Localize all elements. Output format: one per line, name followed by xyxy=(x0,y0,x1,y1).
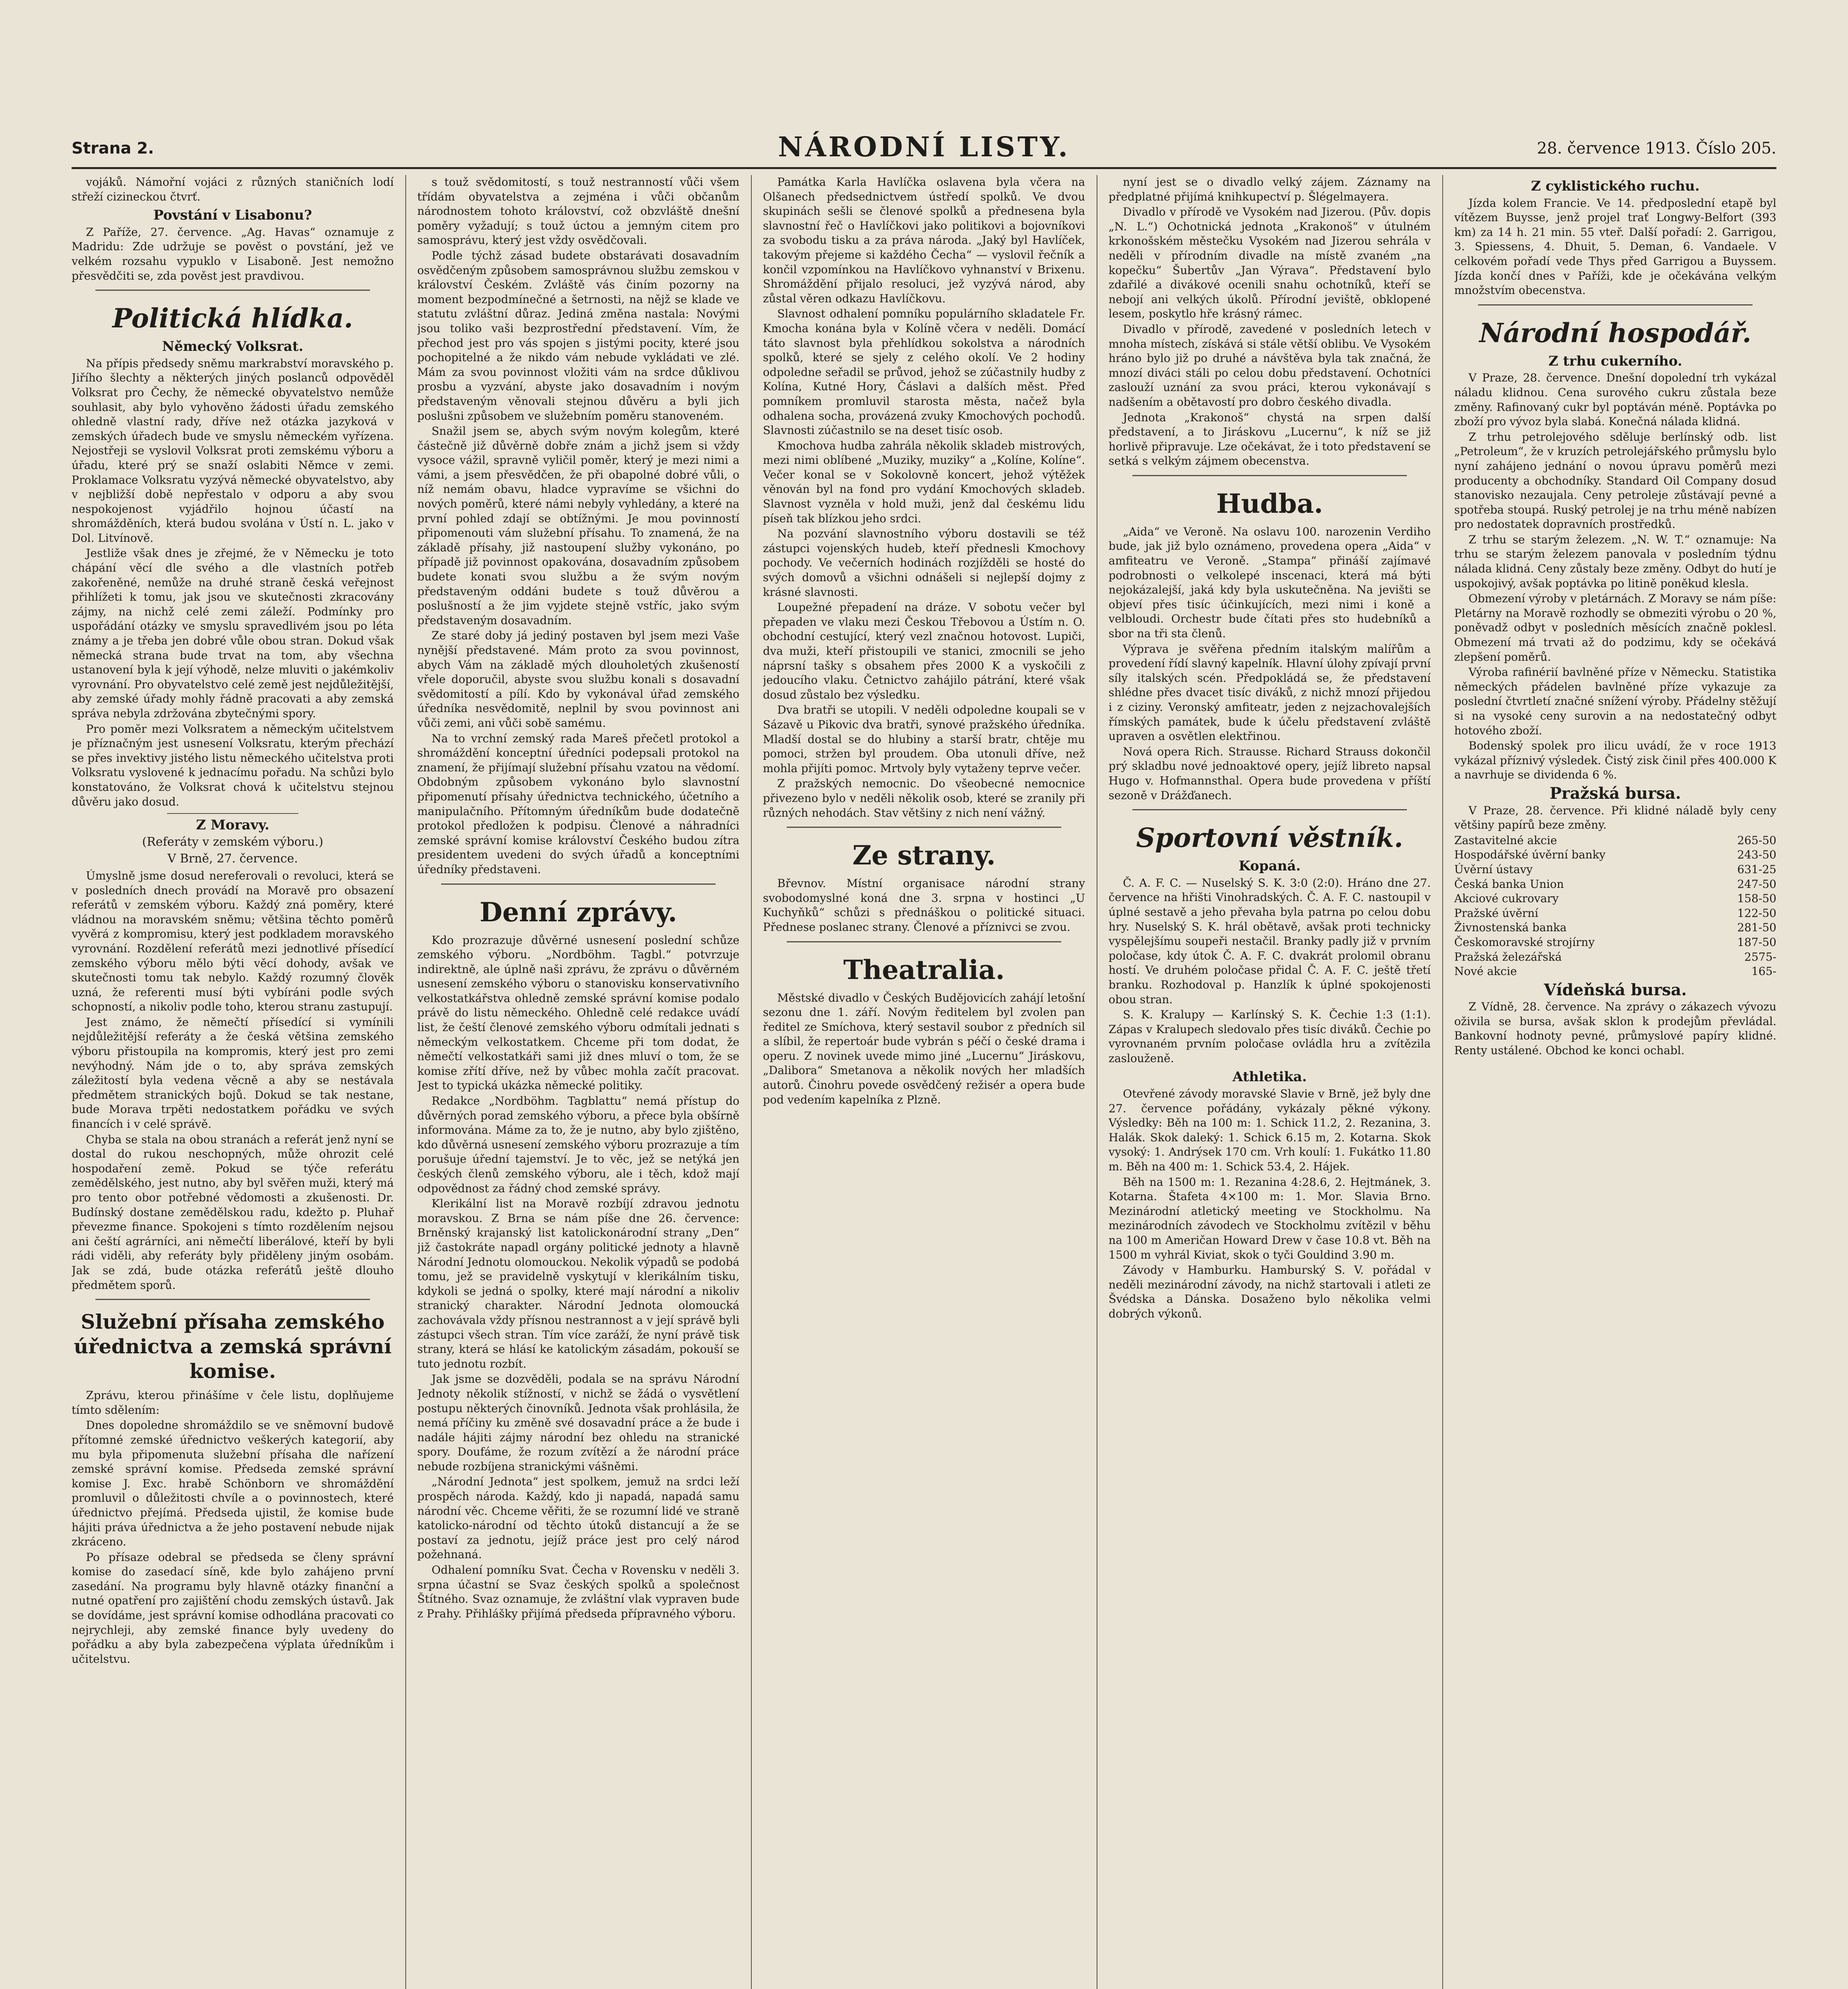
article-text: Městské divadlo v Českých Budějovicích zahájí letošní sezonu dne 1. září. Novým ředitelem byl zvolen pan ředitel ze Smíchova, který sestavil soubor z předních sil a slíbil, že repertoár bude vybrán s péčí o české drama i operu. Z novinek uvede mimo jiné „Lucernu“ Jiráskovu, „Dalibora“ Smetanova a několik nových her mladších autorů. Činohru povede osvědčený režisér a opera bude pod vedením kapelníka z Plzně. xyxy=(763,991,1085,1106)
article-text: vojáků. Námořní vojáci z různých staničních lodí střeží cizineckou čtvrť. xyxy=(72,175,394,203)
headline-kopana: Kopaná. xyxy=(1239,858,1301,874)
article-text: Kdo prozrazuje důvěrné usnesení poslední schůze zemského výboru. „Nordböhm. Tagbl.“ potvrzuje indirektně, ale úplně naši zprávu, že zprávu o důvěrném usnesení zemského výboru o stanovisku konservativního velkostatkářstva ohledně zemské správní komise podalo právě do listu německého. Ohledně celé redakce uvádí list, že čeští členové zemského výboru odmítali jednati s německým velkostatkem. Chceme při tom dodat, že němečtí velkostatkáři sami již dnes mluví o tom, že se komise zřítí dříve, než by vůbec mohla začít pracovat. Jest to typická ukázka německé politiky. xyxy=(417,933,739,1092)
kicker: (Referáty v zemském výboru.) xyxy=(142,835,323,849)
bursa-row-name: Úvěrní ústavy xyxy=(1454,862,1533,876)
bursa-row-value: 243-50 xyxy=(1737,848,1776,862)
bursa-row-value: 631-25 xyxy=(1737,862,1776,876)
bursa-row-value: 247-50 xyxy=(1737,877,1776,891)
section-narodni-hospodar: Národní hospodář. xyxy=(1479,317,1751,348)
article-text: Otevřené závody moravské Slavie v Brně, jež byly dne 27. července pořádány, vykázaly pěkné výkony. Výsledky: Běh na 100 m: 1. Schick 11.2, 2. Rezanina, 3. Halák. Skok daleký: 1. Schick 6.15 m, 2. Kotarna. Skok vysoký: 1. Andrýsek 170 cm. Vrh koulí: 1. Fukátko 11.80 m. Běh na 400 m: 1. Schick 53.4, 2. Hájek. xyxy=(1109,1087,1431,1174)
columns xyxy=(72,175,1776,1989)
article-text: Jízda kolem Francie. Ve 14. předposlední etapě byl vítězem Buysse, jenž projel trať Longwy-Belfort (393 km) za 14 h. 21 min. 55 vteř. Další pořadí: 2. Garrigou, 3. Spiessens, 4. Dhuit, 5. Deman, 6. Vandaele. V celkovém pořadí vede Thys před Garrigou a Buyssem. Jízda končí dnes v Paříži, kde je očekávána velkým množstvím obecenstva. xyxy=(1454,196,1776,297)
bursa-row-name: Zastavitelné akcie xyxy=(1454,833,1557,847)
bursa-row-name: Českomoravské strojírny xyxy=(1454,935,1595,949)
article-text: Pro pomĕr mezi Volksratem a německým učitelstvem je příznačným jest usnesení Volksratu, kterým přechází se přes invektivy jistého listu německého učitelstva proti Volksratu vyslovené k jednacímu pořadu. Na schůzi bylo konstatováno, že Volksrat chová k učitelstvu stejnou důvěru jako dosud. xyxy=(72,722,394,808)
divider xyxy=(1132,475,1407,476)
article-text: Redakce „Nordböhm. Tagblattu“ nemá přístup do důvěrných porad zemského výboru, a přece byla obšírně informována. Máme za to, že je nutno, aby bylo zjištěno, kdo důvěrná usnesení zemského výboru prozrazuje a tím porušuje úřední tajemství. Je to věc, jež se netýká jen českých členů zemského výboru, ale i těch, kdož mají odpovědnost za řádný chod zemské správy. xyxy=(417,1094,739,1195)
bursa-row xyxy=(1454,833,1776,848)
bursa-row-name: Česká banka Union xyxy=(1454,877,1564,891)
divider xyxy=(787,941,1061,942)
article-text: Bodenský spolek pro ilicu uvádí, že v roce 1913 vykázal příznivý výsledek. Čistý zisk činil přes 400.000 K a navrhuje se dividenda 6 %. xyxy=(1454,739,1776,782)
article-text: Výroba rafinérií bavlněné příze v Německu. Statistika německých přádelen bavlněné příze vykazuje za poslední čtvrtletí značné snížení výroby. Přádelny stěžují si na vysoké ceny surovin a na nedostatečný odbyt hotového zboží. xyxy=(1454,666,1776,737)
bursa-row xyxy=(1454,891,1776,906)
column-rule xyxy=(1442,175,1443,1989)
article-text: Obmezení výroby v pletárnách. Z Moravy se nám píše: Pletárny na Moravě rozhodly se obmeziti výrobu o 20 %, poněvadž odbyt v posledních měsících značně poklesl. Obmezení má trvati až do podzimu, kdy se očekává zlepšení poměrů. xyxy=(1454,592,1776,664)
bursa-row-value: 265-50 xyxy=(1737,833,1776,847)
headline-atletika: Athletika. xyxy=(1232,1069,1307,1085)
headline-prisaha: Služební přísaha zemského úřednictva a zemská správní komise. xyxy=(74,1310,392,1383)
bursa-row-name: Akciové cukrovary xyxy=(1454,892,1559,905)
page-number: Strana 2. xyxy=(72,139,154,158)
divider xyxy=(95,290,370,291)
article-text: Z pražských nemocnic. Do všeobecné nemocnice přivezeno bylo v neděli několik osob, které se zranily při různých nehodách. Stav většiny z nich není vážný. xyxy=(763,777,1085,819)
newspaper-title: NÁRODNÍ LISTY. xyxy=(778,131,1070,163)
article-text: Jestliže však dnes je zřejmé, že v Německu je toto chápání věcí dle svého a dle vlastních potřeb zakořeněné, nemůže na druhé straně česká veřejnost přihlížeti k tomu, jak jsou ve skutečnosti zkracovány zájmy, na nichž celé zemi záleží. Podmínky pro uspořádání otázky ve smyslu spravedlivém jsou po léta známy a je třeba jen dobré vůle obou stran. Dokud však německá strana bude trvat na tom, aby všechna ustanovení byla k její výhodě, nelze mluviti o jakémkoliv vyrovnání. Pro obyvatelstvo celé země jest nejdůležitější, aby zemské úřady mohly řádně pracovati a aby zemská správa nebyla zdržována zbytečnými spory. xyxy=(72,547,394,720)
article-text: Ze staré doby já jediný postaven byl jsem mezi Vaše nynější představené. Mám proto za svou povinnost, abych Vám na základě mých dlouholetých zkušeností vřele doporučil, abyste svou službu konali s dosavadní svědomitostí a pílí. Kdo by vykonával úřad zemského úředníka nesvědomitě, neplnil by svou povinnost ani vůči zemi, ani vůči sobě samému. xyxy=(417,629,739,730)
article-text: Odhalení pomníku Svat. Čecha v Rovensku v neděli 3. srpna účastní se Svaz českých spolků a společnost Štítného. Svaz oznamuje, že zvláštní vlak vypraven bude z Prahy. Přihlášky přijímá předseda přípravného výboru. xyxy=(417,1563,739,1620)
divider xyxy=(1132,809,1407,810)
bursa-row xyxy=(1454,848,1776,862)
article-text: Chyba se stala na obou stranách a referát jenž nyní se dostal do rukou neschopných, může ohrozit celé hospodaření země. Pokud se týče referátu zemědělského, jest nutno, aby byl svěřen muži, který má pro tento obor potřebné vědomosti a zkušenosti. Dr. Budínský dostane zemědělskou radu, kdežto p. Pluhař převezme finance. Spokojeni s tímto rozdělením nejsou ani čeští agrárníci, ani němečtí liberálové, kteří by byli rádi viděli, aby referáty byly přiděleny jiným osobám. Jak se zdá, bude otázka referátů ještě dlouho předmětem sporů. xyxy=(72,1133,394,1292)
article-text: „Aida“ ve Veroně. Na oslavu 100. narozenin Verdiho bude, jak již bylo oznámeno, provedena opera „Aida“ v amfiteatru ve Veroně. „Stampa“ přináší zajímavé podrobnosti o velkolepé inscenaci, která má býti nejokázalejší, jaká kdy byla uskutečněna. Na jevišti se objeví přes tisíc účinkujících, mezi nimi i koně a velbloudi. Orchestr bude čítati přes sto hudebníků a sbor na tři sta členů. xyxy=(1109,525,1431,640)
article-text: V Praze, 28. července. Dnešní dopolední trh vykázal náladu klidnou. Cena surového cukru zůstala beze změny. Rafinovaný cukr byl poptáván méně. Poptávka po zboží pro vývoz byla slabá. Konečná nálada klidná. xyxy=(1454,371,1776,428)
bursa-row-name: Nové akcie xyxy=(1454,965,1517,978)
column-1 xyxy=(72,175,394,1989)
divider xyxy=(167,813,298,814)
bursa-row xyxy=(1454,921,1776,935)
section-theatralia: Theatralia. xyxy=(843,954,1005,985)
article-text: Snažil jsem se, abych svým novým kolegům, které částečně již důvěrně dobře znám a jichž jsem si vždy vysoce vážil, spravně vyličil poměr, který je mezi nimi a vámi, a jsem přesvědčen, že při obapolné dobré vůli, o níž nemám obavu, hladce vypravíme se všichni do nových poměrů, které námi nebyly vyhledány, a které na první pohled zdají se obtížnými. Je mou povinností připomenouti vám služební přísahu. To znamená, že na základě přísahy, již nastoupení služby vykonáno, po případě již povinnost opakována, dosavadním způsobem budete konati svou službu a že svým novým představeným oddáni budete s touž důvěrou a poslušností a že jim vyjdete stejně vstříc, jako svým představeným dosavadním. xyxy=(417,424,739,627)
article-text: Kmochova hudba zahrála několik skladeb mistrových, mezi nimi oblíbené „Muziky, muziky“ a „Kolíne, Kolíne“. Večer konal se v Sokolovně koncert, jehož výtěžek věnován byl na fond pro vydání Kmochových skladeb. Slavnost vyzněla v hold muži, jenž dal českému lidu píseň tak blízkou jeho srdci. xyxy=(763,439,1085,525)
headline-prazska-bursa: Pražská bursa. xyxy=(1549,784,1681,803)
article-text: Z Paříže, 27. července. „Ag. Havas“ oznamuje z Madridu: Zde udržuje se pověst o povstání, jež ve velkém rozsahu vypuklo v Lisaboně. Jest nemožno přesvědčiti se, zda pověst jest pravdivou. xyxy=(72,225,394,282)
article-text: V Praze, 28. července. Při klidné náladě byly ceny většiny papírů beze změny. xyxy=(1454,804,1776,832)
article-text: Dnes dopoledne shromáždilo se ve sněmovní budově přítomné zemské úřednictvo veškerých kategorií, aby mu byla připomenuta služební přísaha dle nařízení zemské správní komise. Předseda zemské správní komise J. Exc. hrabě Schönborn ve shromáždění promluvil o důležitosti chvíle a o povinnostech, které úřednictvo přejímá. Předseda ujistil, že komise bude hájiti práva úřednictva a že jeho postavení nebude nijak zkráceno. xyxy=(72,1419,394,1549)
article-text: Úmyslně jsme dosud nereferovali o revoluci, která se v posledních dnech provádí na Moravě pro obsazení referátů v zemském výboru. Každý zná poměry, které vládnou na moravském sněmu; většina těchto poměrů vyvěrá z kompromisu, který jest podkladem moravského vyrovnání. Rozdělení referátů mezi jednotlivé přísedící zemského výboru mělo býti věcí dohody, avšak ve skutečnosti tomu tak nebylo. Každý rozumný člověk uzná, že referenti musí býti vybíráni podle svých schopností, a nikoliv podle toho, kterou stranu zastupují. xyxy=(72,869,394,1014)
article-text: Podle týchž zásad budete obstarávati dosavadním osvědčeným způsobem samosprávnou službu zemskou v království Českém. Zvláště vás činím pozorny na moment bezpodmínečné a šetrnosti, na nějž se klade ve statutu zvláštní důraz. Jediná změna nastala: Novými jsou toliko vaši bezprostřední představení. Vím, že přechod jest pro vás spojen s jistými pocity, které jsou pochopitelné a že nikdo vám nebude vykládati ve zlé. Mám za svou povinnost vložiti vám na srdce důklivou prosbu a vyzvání, abyste jako dosavadním i novým představeným věnovali stejnou důvěru a byli jich poslušni způsobem ve služebním poměru stanoveném. xyxy=(417,249,739,422)
divider xyxy=(441,884,716,885)
headline-lisabon: Povstání v Lisabonu? xyxy=(153,207,312,224)
bursa-row xyxy=(1454,935,1776,950)
bursa-row-name: Hospodářské úvěrní banky xyxy=(1454,848,1606,862)
article-text: Divadlo v přírodě, zavedené v posledních letech v mnoha místech, získává si stále větší oblibu. Ve Vysokém hráno bylo již po druhé a návštěva byla tak značná, že mnozí diváci stáli po celou dobu představení. Ochotníci zaslouží uznání za svou práci, kterou vykonávají s nadšením a obětavostí pro dobro českého divadla. xyxy=(1109,322,1431,409)
article-text: Z Vídně, 28. července. Na zprávy o zákazech vývozu oživila se bursa, avšak sklon k prodejům převládal. Bankovní hodnoty pevné, průmyslové papíry klidné. Renty ustálené. Obchod ke konci ochabl. xyxy=(1454,1000,1776,1057)
article-text: Památka Karla Havlíčka oslavena byla včera na Olšanech předsednictvem ústředí spolků. Ve dvou skupinách sešli se členové spolků a přednesena byla slavnostní řeč o Havlíčkovi jako politikovi a bojovníkovi za svobodu tisku a za práva národa. „Jaký byl Havlíček, takovým přejeme si každého Čecha“ — vyslovil řečník a končil vzpomínkou na Havlíčkovo vyhnanství v Brixenu. Shromáždění přijalo resoluci, jež vyzývá národ, aby zůstal věren odkazu Havlíčkovu. xyxy=(763,175,1085,305)
headline-videnska-bursa: Vídeňská bursa. xyxy=(1544,980,1687,999)
column-rule xyxy=(751,175,752,1989)
article-text: Nová opera Rich. Strausse. Richard Strauss dokončil prý skladbu nové jednoaktové opery, jejíž libreto napsal Hugo v. Hofmannsthal. Opera bude provedena v příští sezoně v Drážďanech. xyxy=(1109,745,1431,802)
column-4 xyxy=(1109,175,1431,1989)
article-text: Klerikální list na Moravě rozbíjí zdravou jednotu moravskou. Z Brna se nám píše dne 26. července: Brněnský krajanský list katolickonárodní strany „Den“ již častokráte napadl orgány politické jednoty a hlavně Národní Jednotu olomouckou. Nekolik výpadů se podobá tomu, jež se pravidelně vyskytují v klerikálním tisku, kdykoli se jedná o spolky, které mají národní a nikoliv stranický charakter. Národní Jednota olomoucká zachovávala vždy přísnou nestrannost a v její správě byli zástupci všech stran. Tím více zaráží, že nyní právě tisk strany, která se hlásí ke katolickým zásadám, pokouší se tuto jednotu rozbít. xyxy=(417,1197,739,1370)
article-text: Zprávu, kterou přinášíme v čele listu, doplňujeme tímto sdělením: xyxy=(72,1389,394,1417)
section-sportovni-vestnik: Sportovní věstník. xyxy=(1136,822,1403,854)
bursa-row xyxy=(1454,950,1776,965)
section-ze-strany: Ze strany. xyxy=(852,840,996,871)
article-text: Na pozvání slavnostního výboru dostavili se též zástupci vojenských hudeb, kteří přednesli Kmochovy pochody. Ve večerních hodinách rozjížděli se hosté do svých domovů a všichni odnášeli si nejlepší dojmy z krásné slavnosti. xyxy=(763,527,1085,599)
article-text: s touž svědomitostí, s touž nestranností vůči všem třídám obyvatelstva a zejména i vůči občanům národnostem tohoto království, což obzvláště dnešní poměry vyžadují; s touž úctou a jemným citem pro samosprávu, který jest vždy osvědčovali. xyxy=(417,175,739,247)
section-denni-zpravy: Denní zprávy. xyxy=(479,896,677,928)
headline-morava: Z Moravy. xyxy=(196,817,270,833)
headline-cukr: Z trhu cukerního. xyxy=(1548,353,1683,369)
article-text: Na to vrchní zemský rada Mareš přečetl protokol a shromáždění konceptní úředníci podepsali protokol na znamení, že přijímají služební přísahu vzatou na vědomí. Obdobným způsobem vykonáno bylo slavnostní připomenutí přísahy úřednictva technického, účetního a manipulačního. Přítomným úředníkům bude dodatečně protokol předložen k podpisu. Členové a náhradníci zemské správní komise království Českého budou zítra presidentem uvedeni do svých úřadů a konceptními úředníky představeni. xyxy=(417,732,739,876)
article-text: S. K. Kralupy — Karlínský S. K. Čechie 1:3 (1:1). Zápas v Kralupech sledovalo přes tisíc diváků. Čechie po vyrovnaném prvním poločase ovládla hru a zvítězila zaslouženě. xyxy=(1109,1008,1431,1065)
bursa-row xyxy=(1454,906,1776,921)
column-2 xyxy=(417,175,739,1989)
section-hudba: Hudba. xyxy=(1216,488,1323,519)
headline-cyklo: Z cyklistického ruchu. xyxy=(1531,178,1700,194)
article-text: Jak jsme se dozvěděli, podala se na správu Národní Jednoty několik stížností, v nichž se žádá o vysvětlení postupu některých činovníků. Jednota však prohlásila, že nemá příčiny ku změně své dosavadní práce a že bude i nadále hájiti zájmy národní bez ohledu na stranické spory. Doufáme, že rozum zvítězí a že národní práce nebude rozbíjena stranickými vášněmi. xyxy=(417,1372,739,1473)
bursa-row-name: Živnostenská banka xyxy=(1454,921,1567,934)
bursa-row-value: 165- xyxy=(1751,965,1776,978)
bursa-row xyxy=(1454,862,1776,877)
article-text: Č. A. F. C. — Nuselský S. K. 3:0 (2:0). Hráno dne 27. července na hřišti Vinohradských. Č. A. F. C. nastoupil v úplné sestavě a jeho převaha byla patrna po celou dobu hry. Nuselský S. K. hrál obětavě, avšak proti technicky vyspělejšímu soupeři nestačil. Branky padly již v prvním poločase, kdy útok Č. A. F. C. dvakrát prolomil obranu hostí. Ve druhém poločase přidal Č. A. F. C. ještě třetí branku. Rozhodoval p. Hanzlík k úplné spokojenosti obou stran. xyxy=(1109,876,1431,1006)
article-text: Na přípis předsedy sněmu markrabství moravského p. Jiřího šlechty a některých jiných poslanců odpověděl Volksrat pro Čechy, že německé obyvatelstvo nemůže souhlasit, aby bylo vyhověno žádosti úřadu zemského ohledně vlastní rady, dříve než otázka jazyková v zemských úřadech bude ve smyslu německém vyřízena. Nejostřeji se vyslovil Volksrat proti zemskému výboru a úřadu, které prý se snaží oslabiti Němce v zemi. Proklamace Volksratu vyzývá německé obyvatelstvo, aby v nejbližší době nepřestalo v odporu a aby svou nespokojenost vyjádřilo hojnou účastí na shromážděních, která budou svolána v Ústí n. L. jako v Dol. Litvínově. xyxy=(72,356,394,545)
divider xyxy=(95,1299,370,1300)
article-text: Slavnost odhalení pomníku populárního skladatele Fr. Kmocha konána byla v Kolíně včera v neděli. Domácí táto slavnost byla přehlídkou sokolstva a národních spolků, které se sjely z celého okolí. Ve 2 hodiny odpoledne seřadil se průvod, jehož se zúčastnily hudby z Kolína, Kutné Hory, Čáslavi a dalších měst. Před pomníkem promluvil starosta města, načež byla odhalena socha, provázená zvuky Kmochových pochodů. Slavnosti zúčastnilo se na deset tisíc osob. xyxy=(763,307,1085,437)
bursa-row-name: Pražské úvěrní xyxy=(1454,906,1539,920)
article-text: Břevnov. Místní organisace národní strany svobodomyslné koná dne 3. srpna v hostinci „U Kuchyňků“ schůzi s přednáškou o politické situaci. Přednese poslanec strany. Členové a příznivci se zvou. xyxy=(763,877,1085,934)
article-text: „Národní Jednota“ jest spolkem, jemuž na srdci leží prospěch národa. Každý, kdo ji napadá, napadá samu národní věc. Chceme věřiti, že se rozumní lidé ve straně katolicko-národní od těchto útoků distancují a že se postaví za jednotu, jejíž práce jest pro celý národ požehnaná. xyxy=(417,1475,739,1561)
headline-volksrat: Německý Volksrat. xyxy=(162,339,303,355)
masthead xyxy=(72,131,1776,169)
column-5 xyxy=(1454,175,1776,1989)
bursa-row xyxy=(1454,877,1776,892)
article-text: Jednota „Krakonoš“ chystá na srpen další představení, a to Jiráskovu „Lucernu“, k níž se již horlivě připravuje. Lze očekávat, že i toto představení se setká s velkým zájmem obecenstva. xyxy=(1109,411,1431,468)
article-text: Závody v Hamburku. Hamburský S. V. pořádal v neděli mezinárodní závody, na nichž startovali i atleti ze Švédska a Dánska. Dosaženo bylo několika velmi dobrých výkonů. xyxy=(1109,1263,1431,1320)
article-text: Dva bratři se utopili. V neděli odpoledne koupali se v Sázavě u Pikovic dva bratři, synové pražského úředníka. Mladší dostal se do hlubiny a starší bratr, chtěje mu pomoci, stržen byl proudem. Oba utonuli dříve, než mohla přijíti pomoc. Mrtvoly byly vytaženy teprve večer. xyxy=(763,703,1085,775)
article-text: Z trhu se starým železem. „N. W. T.“ oznamuje: Na trhu se starým železem panovala v posledním týdnu nálada klidná. Ceny zůstaly beze změny. Odbyt do hutí je uspokojivý, avšak poptávka po litině poněkud klesla. xyxy=(1454,533,1776,590)
bursa-table xyxy=(1454,833,1776,979)
article-text: Jest známo, že němečtí přísedící si vymínili nejdůležitější referáty a že česká většina zemského výboru přistoupila na kompromis, který jest pro zemi nevýhodný. Nám jde o to, aby správa zemských záležitostí byla vedena věcně a aby se nestávala předmětem stranických bojů. Dokud se tak nestane, bude Morava trpěti nedostatkem pořádku ve svých financích i v celé správě. xyxy=(72,1015,394,1131)
bursa-row-value: 281-50 xyxy=(1737,921,1776,934)
article-text: nyní jest se o divadlo velký zájem. Záznamy na předplatné přijímá knihkupectví p. Šlégelmayera. xyxy=(1109,175,1431,203)
article-text: Po přísaze odebral se předseda se členy správní komise do zasedací síně, kde bylo zahájeno první zasedání. Na programu byly hlavně otázky finanční a nutné opatření pro zajištění chodu zemských ústavů. Jak se dovídáme, jest správní komise odhodlána pracovati co nejrychleji, aby zemské finance byly uvedeny do pořádku a aby byla zabezpečena výplata úředníkům i učitelstvu. xyxy=(72,1550,394,1666)
article-text: Divadlo v přírodě ve Vysokém nad Jizerou. (Pův. dopis „N. L.“) Ochotnická jednota „Krakonoš“ v útulném krkonošském městečku Vysokém nad Jizerou sehrála v neděli v přírodním divadle na místě zvaném „na kopečku“ Šubertův „Jan Výrava“. Představení bylo zdařilé a divákové ocenili snahu ochotníků, kteří se nebojí ani velkých úkolů. Přírodní jeviště, obklopené lesem, poskytlo hře krásný rámec. xyxy=(1109,205,1431,321)
issue-date: 28. července 1913. Číslo 205. xyxy=(1537,139,1776,158)
divider xyxy=(787,827,1061,828)
bursa-row-value: 2575- xyxy=(1744,950,1776,963)
article-text: Výprava je svěřena předním italským malířům a provedení řídí slavný kapelník. Hlavní úlohy zpívají první síly italských scén. Předpokládá se, že představení shlédne přes dvacet tisíc diváků, z nichž mnozí přijedou i z ciziny. Veronský amfiteatr, jeden z nejzachovalejších římských památek, bude k účelu představení zvláště upraven a osvětlen elektřinou. xyxy=(1109,642,1431,743)
article-text: Z trhu petrolejového sděluje berlínský odb. list „Petroleum“, že v kruzích petrolejářského průmyslu bylo nyní zahájeno jednání o novou úpravu poměrů mezi producenty a obchodníky. Standard Oil Company dosud stanovisko nezaujala. Ceny petroleje zůstávají pevné a spotřeba stoupá. Ruský petrolej je na trhu méně nabízen pro nedostatek dopravních prostředků. xyxy=(1454,430,1776,531)
section-politicka-hlidka: Politická hlídka. xyxy=(112,303,353,334)
dateline: V Brně, 27. července. xyxy=(167,852,298,866)
divider xyxy=(1478,304,1753,306)
column-3 xyxy=(763,175,1085,1989)
bursa-row-name: Pražská železářská xyxy=(1454,950,1562,963)
bursa-row xyxy=(1454,964,1776,979)
bursa-row-value: 187-50 xyxy=(1737,935,1776,949)
bursa-row-value: 158-50 xyxy=(1737,892,1776,905)
article-text: Běh na 1500 m: 1. Rezanina 4:28.6, 2. Hejtmánek, 3. Kotarna. Štafeta 4×100 m: 1. Mor. Slavia Brno. Mezinárodní atletický meeting ve Stockholmu. Na mezinárodních závodech ve Stockholmu zvítězil v běhu na 100 m Američan Howard Drew v čase 10.8 vt. Běh na 1500 m vyhrál Kiviat, skok o tyči Gouldind 3.90 m. xyxy=(1109,1175,1431,1261)
bursa-row-value: 122-50 xyxy=(1737,906,1776,920)
column-rule xyxy=(405,175,406,1989)
article-text: Loupežné přepadení na dráze. V sobotu večer byl přepaden ve vlaku mezi Českou Třebovou a Ústím n. O. obchodní cestující, který vezl značnou hotovost. Lupiči, dva muži, kteří přistoupili ve stanici, zmocnili se jeho náprsní tašky s obsahem přes 2000 K a vyskočili z jedoucího vlaku. Četnictvo zahájilo pátrání, které však dosud zůstalo bez výsledku. xyxy=(763,601,1085,701)
